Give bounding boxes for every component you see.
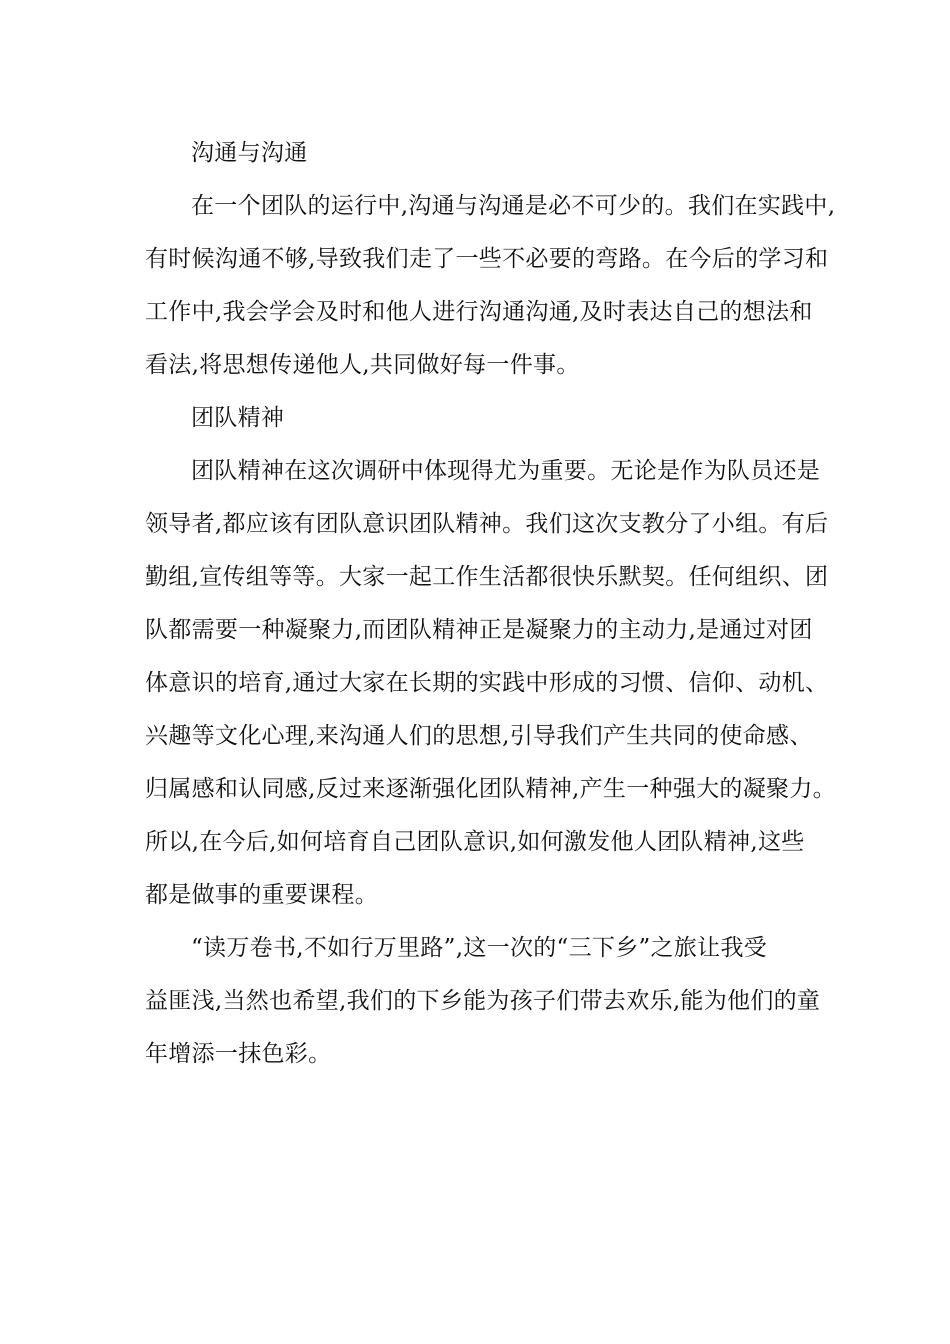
team-spirit-paragraph-line: 所以,在今后,如何培育自己团队意识,如何激发他人团队精神,这些: [145, 829, 805, 855]
communication-paragraph-line: 看法,将思想传递他人,共同做好每一件事。: [145, 352, 580, 378]
team-spirit-paragraph-line: 都是做事的重要课程。: [145, 882, 378, 908]
team-spirit-paragraph-line: 团队精神在这次调研中体现得尤为重要。无论是作为队员还是: [191, 458, 821, 484]
closing-paragraph-line: “读万卷书,不如行万里路”,这一次的“三下乡”之旅让我受: [191, 935, 768, 961]
document-body: [145, 133, 836, 1087]
communication-paragraph-line: 工作中,我会学会及时和他人进行沟通沟通,及时表达自己的想法和: [145, 299, 813, 325]
section-heading-communication: 沟通与沟通: [191, 140, 308, 166]
team-spirit-paragraph-line: 领导者,都应该有团队意识团队精神。我们这次支教分了小组。有后: [145, 511, 829, 537]
closing-paragraph-line: 年增添一抹色彩。: [145, 1041, 332, 1067]
section-heading-team-spirit: 团队精神: [191, 405, 285, 431]
closing-paragraph-line: 益匪浅,当然也希望,我们的下乡能为孩子们带去欢乐,能为他们的童: [145, 988, 821, 1014]
team-spirit-paragraph-line: 体意识的培育,通过大家在长期的实践中形成的习惯、信仰、动机、: [145, 670, 829, 696]
team-spirit-paragraph-line: 归属感和认同感,反过来逐渐强化团队精神,产生一种强大的凝聚力。: [145, 776, 836, 802]
team-spirit-paragraph-line: 队都需要一种凝聚力,而团队精神正是凝聚力的主动力,是通过对团: [145, 617, 813, 643]
communication-paragraph-line: 有时候沟通不够,导致我们走了一些不必要的弯路。在今后的学习和: [145, 246, 829, 272]
communication-paragraph-line: 在一个团队的运行中,沟通与沟通是必不可少的。我们在实践中,: [191, 193, 836, 219]
team-spirit-paragraph-line: 兴趣等文化心理,来沟通人们的思想,引导我们产生共同的使命感、: [145, 723, 813, 749]
team-spirit-paragraph-line: 勤组,宣传组等等。大家一起工作生活都很快乐默契。任何组织、团: [145, 564, 829, 590]
